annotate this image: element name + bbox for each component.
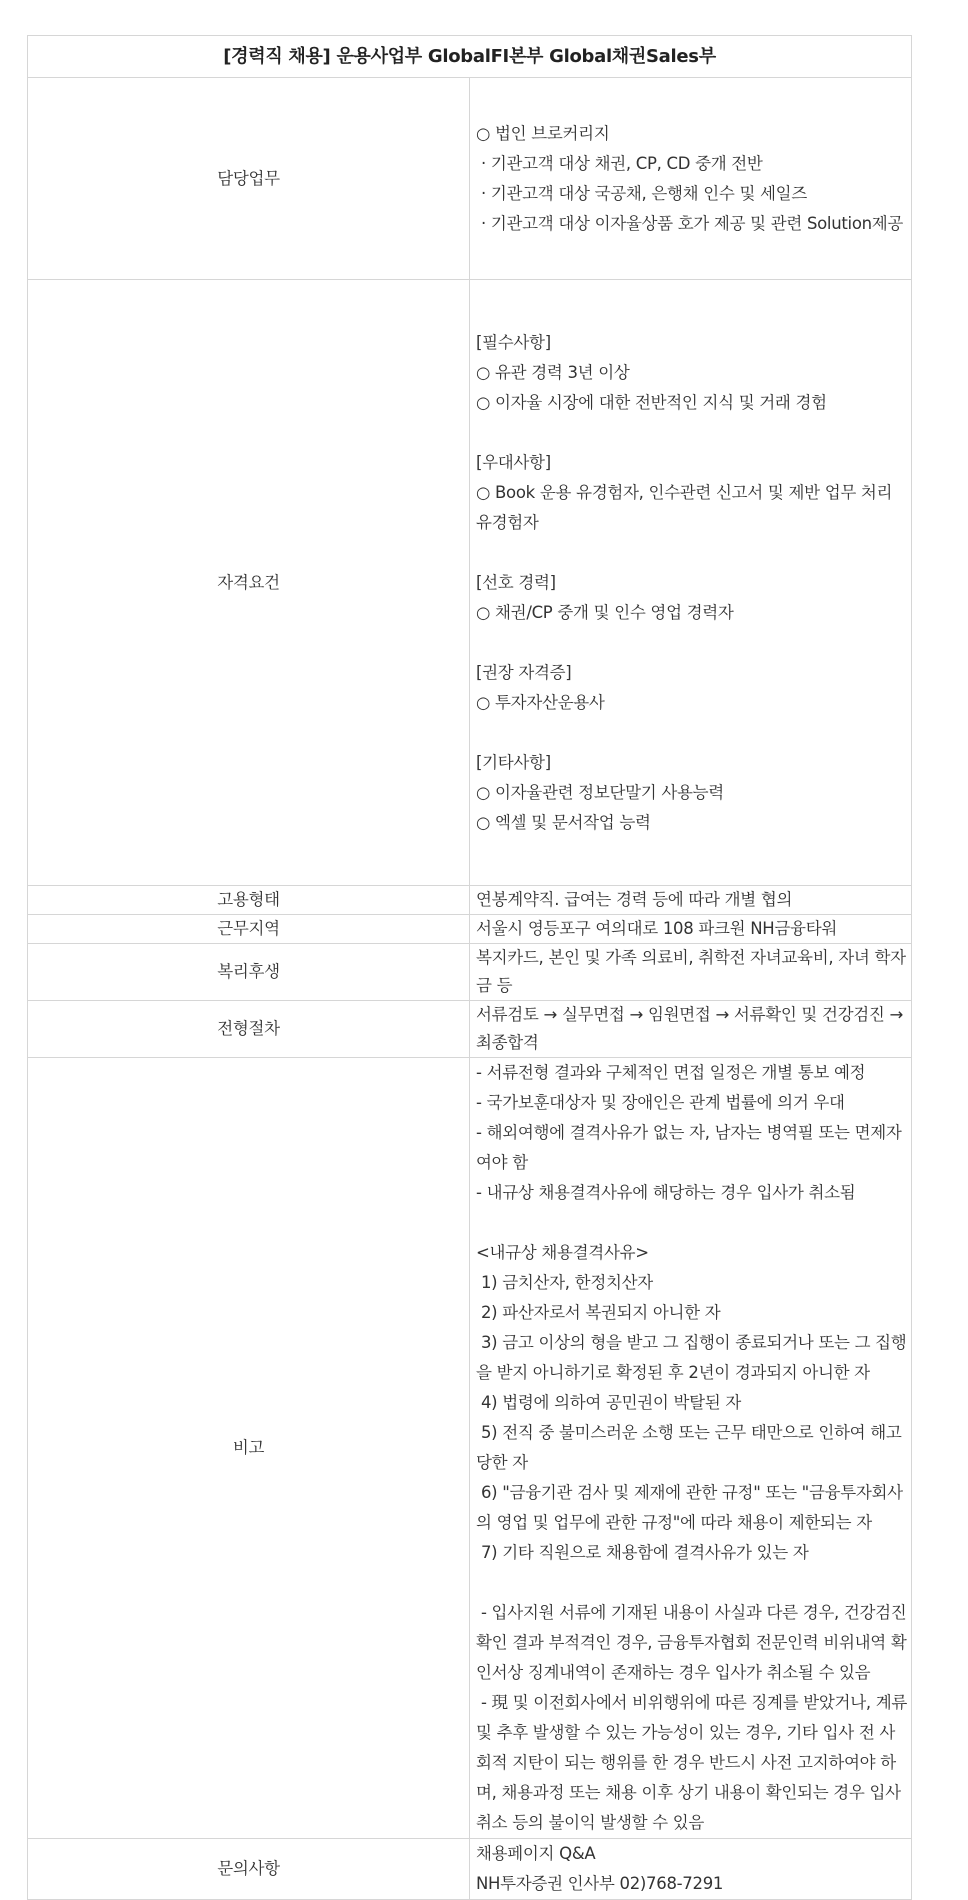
disqualify-item: 5) 전직 중 불미스러운 소행 또는 근무 태만으로 인하여 해고당한 자 bbox=[476, 1423, 902, 1472]
location-row bbox=[28, 915, 912, 944]
benefits-label: 복리후생 bbox=[28, 944, 470, 1001]
disqualify-item: 3) 금고 이상의 형을 받고 그 집행이 종료되거나 또는 그 집행을 받지 아니하기로 확정된 후 2년이 경과되지 아니한 자 bbox=[476, 1333, 907, 1382]
disqualify-item: 6) "금융기관 검사 및 제재에 관한 규정" 또는 "금융투자회사의 영업 및 업무에 관한 규정"에 따라 채용이 제한되는 자 bbox=[476, 1483, 903, 1532]
spacer bbox=[476, 718, 907, 748]
qualification-heading: [권장 자격증] bbox=[476, 662, 572, 682]
duty-line: · 기관고객 대상 이자율상품 호가 제공 및 관련 Solution제공 bbox=[476, 213, 904, 233]
disqualify-item: 7) 기타 직원으로 채용함에 결격사유가 있는 자 bbox=[476, 1543, 809, 1562]
contact-label: 문의사항 bbox=[28, 1839, 470, 1900]
contact-row bbox=[28, 1839, 912, 1900]
duty-line: · 기관고객 대상 채권, CP, CD 중개 전반 bbox=[476, 153, 763, 173]
disqualify-item: 4) 법령에 의하여 공민권이 박탈된 자 bbox=[476, 1393, 741, 1412]
benefits-row bbox=[28, 944, 912, 1001]
notes-content bbox=[470, 1058, 912, 1839]
qualification-item: ○ 채권/CP 중개 및 인수 영업 경력자 bbox=[476, 602, 734, 622]
disqualify-item: 2) 파산자로서 복권되지 아니한 자 bbox=[476, 1303, 721, 1322]
employment-label: 고용형태 bbox=[28, 886, 470, 915]
note-line: - 내규상 채용결격사유에 해당하는 경우 입사가 취소됨 bbox=[476, 1183, 856, 1202]
employment-row bbox=[28, 886, 912, 915]
process-value: 서류검토 → 실무면접 → 임원면접 → 서류확인 및 건강검진 → 최종합격 bbox=[470, 1001, 912, 1058]
note-line: - 해외여행에 결격사유가 없는 자, 남자는 병역필 또는 면제자여야 함 bbox=[476, 1123, 902, 1172]
spacer bbox=[476, 628, 907, 658]
spacer bbox=[476, 538, 907, 568]
duties-row bbox=[28, 78, 912, 280]
posting-title: [경력직 채용] 운용사업부 GlobalFI본부 Global채권Sales부 bbox=[28, 36, 912, 78]
note-line: - 서류전형 결과와 구체적인 면접 일정은 개별 통보 예정 bbox=[476, 1063, 866, 1082]
qualification-heading: [필수사항] bbox=[476, 332, 551, 352]
job-posting-table bbox=[27, 35, 912, 1900]
location-label: 근무지역 bbox=[28, 915, 470, 944]
qualifications-label: 자격요건 bbox=[28, 280, 470, 886]
duties-label: 담당업무 bbox=[28, 78, 470, 280]
contact-line: NH투자증권 인사부 02)768-7291 bbox=[476, 1874, 724, 1893]
remark-line: - 現 및 이전회사에서 비위행위에 따른 징계를 받았거나, 계류 및 추후 발생할 수 있는 가능성이 있는 경우, 기타 입사 전 사회적 지탄이 되는 행위를 한 경우 반드시 사전 고지하여야 하며, 채용과정 또는 채용 이후 상기 내용이 확인되는 경우 입사 취소 등의 불이익 발생할 수 있음 bbox=[476, 1693, 912, 1832]
qualification-item: ○ 유관 경력 3년 이상 bbox=[476, 362, 630, 382]
duty-line: ○ 법인 브로커리지 bbox=[476, 123, 610, 143]
contact-content bbox=[470, 1839, 912, 1900]
qualifications-content bbox=[470, 280, 912, 886]
qualification-heading: [기타사항] bbox=[476, 752, 551, 772]
qualification-item: ○ 이자율 시장에 대한 전반적인 지식 및 거래 경험 bbox=[476, 392, 827, 412]
qualification-heading: [선호 경력] bbox=[476, 572, 556, 592]
note-line: - 국가보훈대상자 및 장애인은 관계 법률에 의거 우대 bbox=[476, 1093, 845, 1112]
spacer bbox=[470, 1568, 907, 1598]
disqualify-item: 1) 금치산자, 한정치산자 bbox=[476, 1273, 653, 1292]
benefits-value: 복지카드, 본인 및 가족 의료비, 취학전 자녀교육비, 자녀 학자금 등 bbox=[470, 944, 912, 1001]
duty-line: · 기관고객 대상 국공채, 은행채 인수 및 세일즈 bbox=[476, 183, 807, 203]
spacer bbox=[470, 1208, 907, 1238]
qualification-item: ○ 이자율관련 정보단말기 사용능력 bbox=[476, 782, 724, 802]
qualification-item: ○ 투자자산운용사 bbox=[476, 692, 605, 712]
notes-label: 비고 bbox=[28, 1058, 470, 1839]
duties-content bbox=[470, 78, 912, 280]
spacer bbox=[476, 418, 907, 448]
qualification-item: ○ Book 운용 유경험자, 인수관련 신고서 및 제반 업무 처리 유경험자 bbox=[476, 482, 898, 532]
location-value: 서울시 영등포구 여의대로 108 파크원 NH금융타워 bbox=[470, 915, 912, 944]
contact-line: 채용페이지 Q&A bbox=[476, 1844, 596, 1863]
process-row bbox=[28, 1001, 912, 1058]
remark-line: - 입사지원 서류에 기재된 내용이 사실과 다른 경우, 건강검진 확인 결과 부적격인 경우, 금융투자협회 전문인력 비위내역 확인서상 징계내역이 존재하는 경우 입사가 취소될 수 있음 bbox=[476, 1603, 912, 1682]
qualification-heading: [우대사항] bbox=[476, 452, 551, 472]
employment-value: 연봉계약직. 급여는 경력 등에 따라 개별 협의 bbox=[470, 886, 912, 915]
qualification-item: ○ 엑셀 및 문서작업 능력 bbox=[476, 812, 651, 832]
disqualify-heading: <내규상 채용결격사유> bbox=[476, 1243, 649, 1262]
notes-row bbox=[28, 1058, 912, 1839]
qualifications-row bbox=[28, 280, 912, 886]
process-label: 전형절차 bbox=[28, 1001, 470, 1058]
